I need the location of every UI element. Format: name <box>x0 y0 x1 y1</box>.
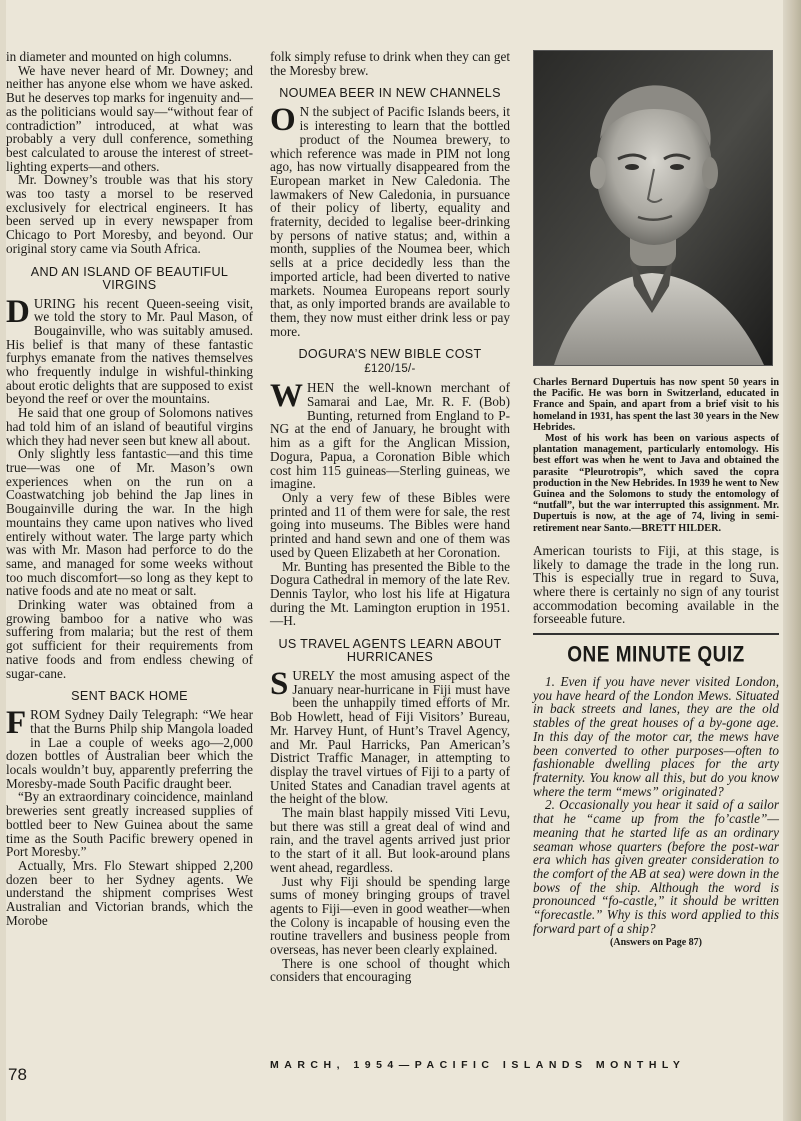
paragraph-text: N the subject of Pacific Islands beers, it is interesting to learn that the bottled product of the Noumea brewery, to which reference was made in PIM not long ago, has now virtually disappeared from the European market in New Caledonia. The lawmakers of New Caledonia, in pursuance of their policy of liberty, equality and fraternity, decided to legalise beer-drinking by persons of native status; and, within a month, supplies of the Noumea beer, which sells at a price decidedly less than the imported article, had been diverted to native markets. Noumea Europeans report sourly that, as only imported brands are available to them, they now must either drink less or pay more. <box>270 104 510 339</box>
page-number: 78 <box>8 1065 27 1084</box>
paragraph-text: URELY the most amusing aspect of the January near-hurricane in Fiji must have been the unhappily timed efforts of Mr. Bob Howlett, head of Fiji Visitors’ Bureau, Mr. Harvey Hunt, of Hunt’s Travel Agency, and Mr. Paul Harricks, Pan American’s District Traffic Manager, in attempting to display the travel virtues of Fiji to a party of United States and Canadian travel agents at the height of the blow. <box>270 668 510 807</box>
paragraph: The main blast happily missed Viti Levu, but there was still a great deal of wind and rain, and the travel agents arrived just prior to the start of it all. But look-around plans went ahead, regardless. <box>270 805 510 875</box>
drop-cap: W <box>270 378 303 415</box>
quiz-box <box>533 675 779 935</box>
paragraph: He said that one group of Solomons natives had told him of an island of beautiful virgins which they had never seen but knew all about. <box>6 405 253 448</box>
section-subheading: £120/15/- <box>364 363 416 376</box>
section-heading: DOGURA’S NEW BIBLE COST <box>298 347 482 362</box>
section-heading: NOUMEA BEER IN NEW CHANNELS <box>279 86 501 101</box>
quiz-title: ONE MINUTE QUIZ <box>567 643 745 668</box>
answers-reference: (Answers on Page 87) <box>610 937 702 949</box>
column-1 <box>6 50 253 927</box>
paragraph: Actually, Mrs. Flo Stewart shipped 2,200 dozen beer to her Sydney agents. We understand the shipment comprises West Australian and Victorian brands, which the Morobe <box>6 857 253 928</box>
column-3 <box>533 50 779 948</box>
paragraph: Drinking water was obtained from a growing bamboo for a native who was suffering from malaria; but the rest of them got sufficient for their requirements from native foods and from endless chewing of sugar-cane. <box>6 597 253 681</box>
drop-cap: S <box>270 666 289 703</box>
portrait-photo <box>533 50 773 366</box>
binding-edge <box>783 0 801 1121</box>
paragraph-text: URING his recent Queen-seeing visit, we told the story to Mr. Paul Mason, of Bougainville, who was suitably amused. His belief is that many of these fantastic furphys emanate from the natives themselves who frequently indulge in wishful-thinking about erotic delights that are supposed to exist beyond the reef or over the mountains. <box>6 295 253 407</box>
drop-cap: O <box>270 102 296 139</box>
paragraph: Only a very few of these Bibles were printed and 11 of them were for sale, the rest going into museums. The Bibles were hand printed and hand sewn and one of them was used by Queen Elizabeth at her Coronation. <box>270 489 510 560</box>
photo-caption: Most of his work has been on various aspects of plantation management, particularly entomology. His best effort was when he went to Java and obtained the parasite “Pleurotropis”, which saved the copra production in the New Hebrides. In 1939 he went to New Guinea and the Solomons to study the entomology of “nutfall”, but the war interrupted this assignment. Mr. Dupertuis is now, at the age of 74, living in semi-retirement near Santo.—BRETT HILDER. <box>533 433 779 534</box>
paragraph: in diameter and mounted on high columns. <box>6 49 232 64</box>
paragraph <box>270 102 510 339</box>
paragraph: American tourists to Fiji, at this stage, is likely to damage the trade in the long run. This is especially true in regard to Suva, where there is certainly no sign of any tourist accommodation becoming available in the forseeable future. <box>533 542 779 627</box>
paragraph: There is one school of thought which considers that encouraging <box>270 955 510 985</box>
section-heading: SENT BACK HOME <box>71 689 188 704</box>
paragraph <box>270 378 510 492</box>
running-footer: MARCH, 1954—PACIFIC ISLANDS MONTHLY <box>270 1059 686 1071</box>
drop-cap: D <box>6 293 30 330</box>
photo-caption: Charles Bernard Dupertuis has now spent 50 years in the Pacific. He was born in Switzerland, educated in France and Spain, and apart from a brief visit to his homeland in 1931, has spent the last 30 years in the New Hebrides. <box>533 377 779 433</box>
drop-cap: F <box>6 705 27 742</box>
paragraph: Just why Fiji should be spending large sums of money bringing groups of travel agents to Fiji—even in good weather—when the Colony is incapable of housing even the routine travellers and business people from overseas, has never been clearly explained. <box>270 873 510 958</box>
paragraph: We have never heard of Mr. Downey; and neither has anyone else whom we have asked. But he deserves top marks for ingenuity and—as the politicians would say—“without fear of contradiction” introduced, at what was probably a very dull conference, something best calculated to arouse the interest of street-lighting experts—and others. <box>6 62 253 174</box>
paragraph: “By an extraordinary coincidence, mainland breweries sent greatly increased supplies of bottled beer to New Guinea about the same time as the South Pacific brewery opened in Port Moresby.” <box>6 789 253 860</box>
divider <box>533 633 779 635</box>
section-heading: US TRAVEL AGENTS LEARN ABOUT HURRICANES <box>278 637 502 665</box>
paragraph: folk simply refuse to drink when they can get the Moresby brew. <box>270 49 510 78</box>
paragraph <box>270 666 510 807</box>
quiz-question: 2. Occasionally you hear it said of a sailor that he “came up from the fo’castle”—meaning that he started life as an ordinary seaman whose quarters (before the post-war era which has given greater consideration to the comfort of the AB at sea) were down in the bows of the ship. Although the word is pronounced “fo-castle,” it should be written “forecastle.” Why is this word applied to this forward part of a ship? <box>533 797 779 936</box>
paragraph <box>6 705 253 791</box>
paragraph-text: HEN the well-known merchant of Samarai and Lae, Mr. R. F. (Bob) Bunting, returned from England to P-NG at the end of January, he brought with him as a gift for the Anglican Mission, Dogura, Papua, a Coronation Bible which cost him 115 guineas—Sterling guineas, we imagine. <box>270 380 510 492</box>
paragraph: Only slightly less fantastic—and this time true—was one of Mr. Mason’s own experiences when on the run on a Coastwatching job behind the Jap lines in Bougainville during the war. In the high mountains they came upon natives who lived entirely without water. The large party which was with Mr. Mason had perforce to do the same, and managed for some weeks without too much discomfort—so long as they kept to native foods and ate no meat or salt. <box>6 446 253 599</box>
quiz-question: 1. Even if you have never visited London, you have heard of the London Mews. Situated in back streets and lanes, they are the old stables of the great houses of a by-gone age. In this day of the motor car, the mews have been converted to other purposes—often to fashionable dwelling places for the arty fraternity. You know all this, but do you know where the term “mews” originated? <box>533 674 779 799</box>
section-heading: AND AN ISLAND OF BEAUTIFUL VIRGINS <box>30 264 229 292</box>
paragraph: Mr. Bunting has presented the Bible to the Dogura Cathedral in memory of the late Rev. Dennis Taylor, who lost his life at Higatura during the Mt. Lamington eruption in 1951.—H. <box>270 558 510 629</box>
paragraph <box>6 293 253 407</box>
paragraph: Mr. Downey’s trouble was that his story was too tasty a morsel to be reserved exclusively for electrical engineers. It has been served up in every newspaper from Chicago to Port Moresby, and beyond. Our original story came via South Africa. <box>6 172 253 256</box>
column-2 <box>270 50 510 984</box>
paragraph-text: ROM Sydney Daily Telegraph: “We hear that the Burns Philp ship Mangola loaded in Lae a couple of weeks ago—2,000 dozen bottles of Australian beer which the locals wouldn’t buy, apparently preferring the Moresby-made South Pacific draught beer. <box>6 707 253 791</box>
